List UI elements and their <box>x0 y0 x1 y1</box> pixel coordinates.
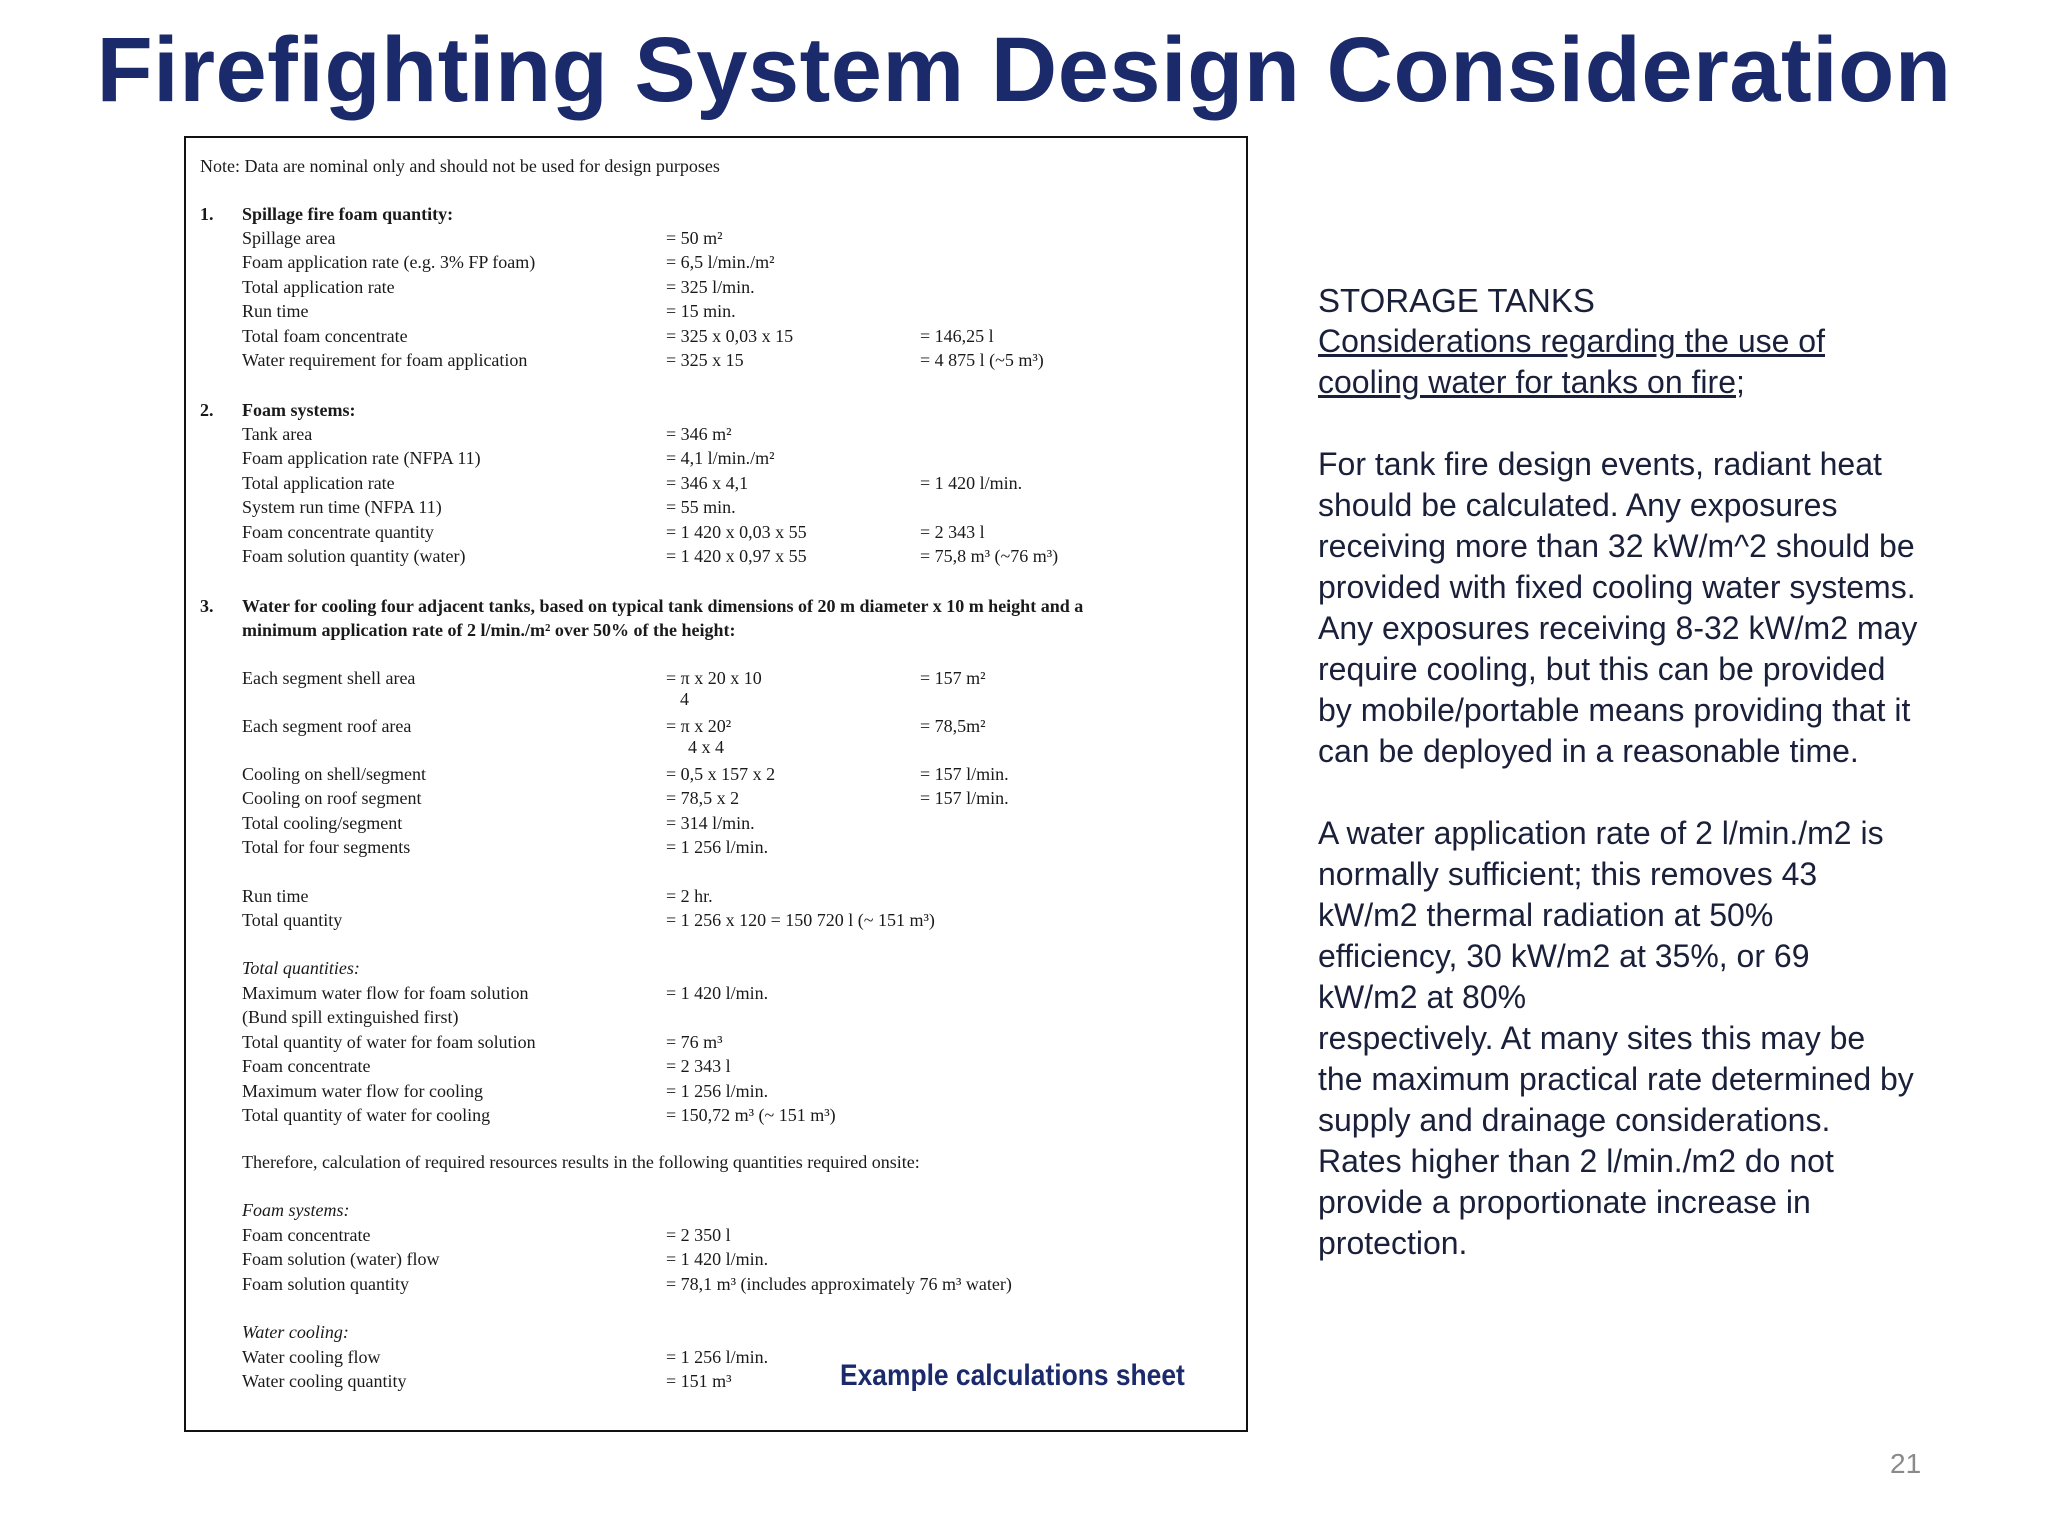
row-value: = 15 min. <box>666 301 736 322</box>
considerations-link-line2: cooling water for tanks on fire <box>1318 364 1736 400</box>
paragraph-line: by mobile/portable means providing that it <box>1318 692 1911 728</box>
row-value: = 325 x 0,03 x 15 <box>666 325 794 346</box>
shell-area-label: Each segment shell area <box>242 668 416 688</box>
row-label: (Bund spill extinguished first) <box>242 1007 459 1028</box>
paragraph-line: Rates higher than 2 l/min./m2 do not <box>1318 1143 1834 1179</box>
paragraph-line: kW/m2 thermal radiation at 50% <box>1318 897 1774 933</box>
paragraph-line: respectively. At many sites this may be <box>1318 1020 1866 1056</box>
paragraph-line: should be calculated. Any exposures <box>1318 487 1838 523</box>
row-label: Total application rate <box>242 472 395 493</box>
row-result: = 1 420 l/min. <box>920 472 1023 493</box>
row-label: Water cooling quantity <box>242 1371 407 1392</box>
water-cooling-heading: Water cooling: <box>242 1322 349 1342</box>
row-label: System run time (NFPA 11) <box>242 497 442 518</box>
row-value: = 346 m² <box>666 424 732 444</box>
therefore-statement: Therefore, calculation of required resources results in the following quantities required onsite: <box>242 1152 920 1172</box>
row-result: = 75,8 m³ (~76 m³) <box>920 546 1059 566</box>
row-result: = 4 875 l (~5 m³) <box>920 350 1044 370</box>
paragraph-line: For tank fire design events, radiant heat <box>1318 446 1882 482</box>
row-label: Run time <box>242 301 309 322</box>
total-quantity-value: = 1 256 x 120 = 150 720 l (~ 151 m³) <box>666 910 935 930</box>
row-label: Maximum water flow for cooling <box>242 1080 483 1101</box>
row-value: = 314 l/min. <box>666 812 755 833</box>
application-rate-paragraph <box>1318 813 2008 1264</box>
row-label: Spillage area <box>242 228 336 248</box>
shell-area-result: = 157 m² <box>920 668 986 688</box>
section-2-heading: Foam systems: <box>242 400 356 420</box>
row-label: Foam concentrate quantity <box>242 521 434 542</box>
row-label: Total for four segments <box>242 837 411 858</box>
row-value: = 151 m³ <box>666 1371 732 1392</box>
row-value: = 78,1 m³ (includes approximately 76 m³ water) <box>666 1273 1012 1294</box>
radiant-heat-paragraph <box>1318 444 2008 772</box>
page-number: 21 <box>1890 1448 1922 1479</box>
row-label: Maximum water flow for foam solution <box>242 983 529 1003</box>
foam-systems-heading: Foam systems: <box>242 1200 350 1220</box>
row-value: = 1 420 l/min. <box>666 983 769 1003</box>
sheet-note: Note: Data are nominal only and should not be used for design purposes <box>200 156 720 176</box>
row-label: Foam solution quantity (water) <box>242 546 466 566</box>
row-value: = 346 x 4,1 <box>666 472 749 493</box>
roof-area-formula: = π x 20² <box>666 716 732 736</box>
paragraph-line: the maximum practical rate determined by <box>1318 1061 1914 1097</box>
row-value: = 0,5 x 157 x 2 <box>666 764 776 784</box>
row-label: Total foam concentrate <box>242 325 408 346</box>
row-value: = 76 m³ <box>666 1031 723 1052</box>
shell-area-formula: = π x 20 x 10 <box>666 668 762 688</box>
row-result: = 157 l/min. <box>920 764 1009 784</box>
row-label: Cooling on shell/segment <box>242 764 426 784</box>
paragraph-line: kW/m2 at 80% <box>1318 979 1527 1015</box>
paragraph-line: can be deployed in a reasonable time. <box>1318 733 1859 769</box>
paragraph-line: provided with fixed cooling water systems. <box>1318 569 1916 605</box>
roof-area-denominator: 4 x 4 <box>688 737 724 757</box>
row-label: Foam concentrate <box>242 1225 371 1245</box>
section-3-heading-line1: Water for cooling four adjacent tanks, based on typical tank dimensions of 20 m diameter x 10 m height and a <box>242 596 1084 616</box>
slide-title: Firefighting System Design Consideration <box>96 19 1952 121</box>
row-label: Total quantity of water for cooling <box>242 1105 491 1125</box>
row-value: = 1 256 l/min. <box>666 1347 769 1367</box>
storage-tanks-heading: STORAGE TANKS <box>1318 282 1595 319</box>
row-result: = 146,25 l <box>920 325 994 346</box>
row-value: = 50 m² <box>666 228 723 248</box>
row-value: = 1 420 x 0,03 x 55 <box>666 521 807 542</box>
paragraph-line: protection. <box>1318 1225 1468 1261</box>
row-label: Total application rate <box>242 276 395 297</box>
section-3-heading-line2: minimum application rate of 2 l/min./m² over 50% of the height: <box>242 620 736 640</box>
row-value: = 1 420 x 0,97 x 55 <box>666 546 807 566</box>
row-label: Water requirement for foam application <box>242 350 528 370</box>
row-label: Foam application rate (e.g. 3% FP foam) <box>242 252 536 273</box>
row-value: = 325 l/min. <box>666 276 755 297</box>
row-result: = 2 343 l <box>920 521 985 542</box>
row-value: = 78,5 x 2 <box>666 788 740 809</box>
paragraph-line: efficiency, 30 kW/m2 at 35%, or 69 <box>1318 938 1810 974</box>
roof-area-result: = 78,5m² <box>920 716 986 736</box>
roof-area-label: Each segment roof area <box>242 716 412 736</box>
row-value: = 1 420 l/min. <box>666 1249 769 1270</box>
row-value: = 1 256 l/min. <box>666 1080 769 1101</box>
row-value: = 55 min. <box>666 497 736 518</box>
section-2-number: 2. <box>200 400 214 420</box>
row-value: = 2 343 l <box>666 1056 731 1077</box>
run-time-value: = 2 hr. <box>666 886 713 906</box>
paragraph-line: supply and drainage considerations. <box>1318 1102 1831 1138</box>
storage-tanks-panel <box>1318 280 2008 1264</box>
paragraph-line: normally sufficient; this removes 43 <box>1318 856 1818 892</box>
row-label: Foam concentrate <box>242 1056 371 1077</box>
row-value: = 2 350 l <box>666 1225 731 1245</box>
section-3-number: 3. <box>200 596 214 616</box>
row-value: = 325 x 15 <box>666 350 744 370</box>
total-quantity-label: Total quantity <box>242 910 343 930</box>
row-label: Foam application rate (NFPA 11) <box>242 448 481 469</box>
section-1-heading: Spillage fire foam quantity: <box>242 204 454 224</box>
row-label: Water cooling flow <box>242 1347 381 1367</box>
paragraph-line: receiving more than 32 kW/m^2 should be <box>1318 528 1915 564</box>
paragraph-line: A water application rate of 2 l/min./m2 is <box>1318 815 1884 851</box>
row-label: Total cooling/segment <box>242 812 403 833</box>
paragraph-line: Any exposures receiving 8-32 kW/m2 may <box>1318 610 1918 646</box>
row-label: Foam solution (water) flow <box>242 1249 440 1270</box>
row-value: = 1 256 l/min. <box>666 837 769 858</box>
section-1-number: 1. <box>200 204 214 224</box>
considerations-link-line1: Considerations regarding the use of <box>1318 323 1825 359</box>
shell-area-denominator: 4 <box>680 689 689 709</box>
row-label: Foam solution quantity <box>242 1273 410 1294</box>
sheet-caption: Example calculations sheet <box>840 1359 1185 1392</box>
paragraph-line: provide a proportionate increase in <box>1318 1184 1811 1220</box>
row-label: Cooling on roof segment <box>242 788 422 809</box>
run-time-label: Run time <box>242 886 309 906</box>
row-value: = 150,72 m³ (~ 151 m³) <box>666 1105 836 1125</box>
row-label: Total quantity of water for foam solution <box>242 1031 536 1052</box>
row-value: = 4,1 l/min./m² <box>666 448 775 469</box>
total-quantities-heading: Total quantities: <box>242 958 360 978</box>
row-label: Tank area <box>242 424 313 444</box>
paragraph-line: require cooling, but this can be provided <box>1318 651 1886 687</box>
row-result: = 157 l/min. <box>920 788 1009 809</box>
calculation-sheet <box>184 136 1248 1432</box>
row-value: = 6,5 l/min./m² <box>666 252 775 273</box>
considerations-punct: ; <box>1735 364 1745 400</box>
